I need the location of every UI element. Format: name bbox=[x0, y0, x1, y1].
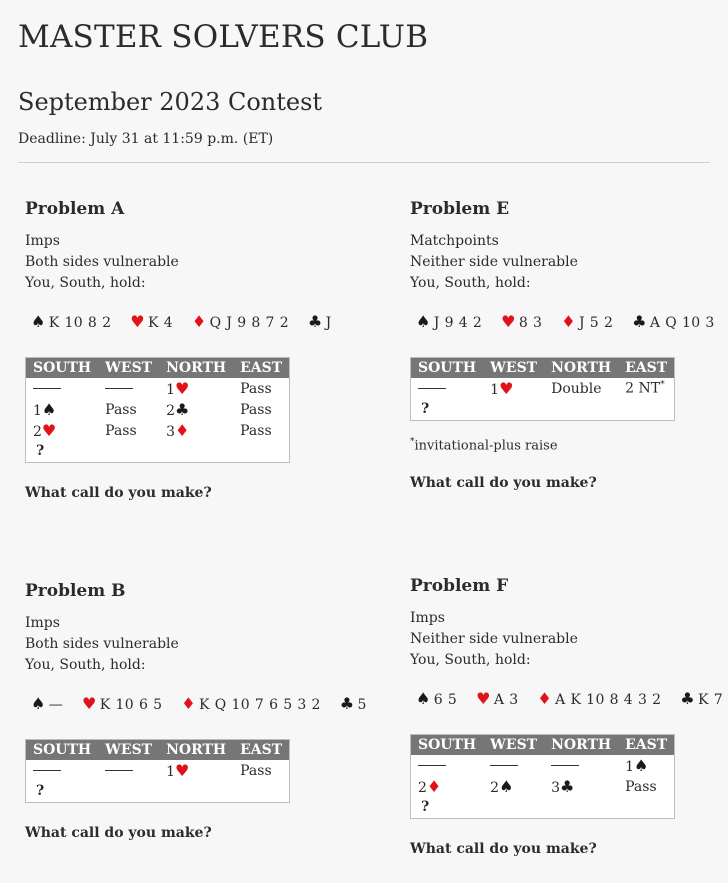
hearts-holding: A 3 bbox=[493, 692, 519, 708]
spade-icon: ♠ bbox=[41, 400, 57, 419]
question-mark: ? bbox=[421, 401, 430, 418]
bid: Pass bbox=[240, 422, 272, 439]
bid: 1♥ bbox=[490, 379, 514, 398]
vulnerability: Neither side vulnerable bbox=[410, 254, 578, 270]
heart-icon: ♥ bbox=[476, 689, 491, 708]
no-bid-dash bbox=[418, 765, 446, 766]
auction-row bbox=[411, 797, 675, 818]
no-bid-dash bbox=[551, 765, 579, 766]
call-question: What call do you make? bbox=[25, 484, 212, 501]
question-mark: ? bbox=[36, 783, 45, 800]
auction-row bbox=[26, 420, 290, 441]
col-north: NORTH bbox=[159, 740, 233, 761]
col-west: WEST bbox=[98, 358, 159, 379]
col-north: NORTH bbox=[544, 358, 618, 379]
spade-icon: ♠ bbox=[416, 312, 431, 331]
spade-icon: ♠ bbox=[31, 694, 46, 713]
call-question: What call do you make? bbox=[410, 474, 597, 491]
scoring: Matchpoints bbox=[410, 233, 499, 249]
clubs-holding: J bbox=[325, 315, 332, 331]
spade-icon: ♠ bbox=[499, 777, 514, 796]
bid: 2♦ bbox=[418, 777, 442, 796]
diamond-icon: ♦ bbox=[561, 312, 576, 331]
club-icon: ♣ bbox=[680, 689, 696, 708]
col-west: WEST bbox=[483, 358, 544, 379]
club-icon: ♣ bbox=[339, 694, 355, 713]
vulnerability: Neither side vulnerable bbox=[410, 631, 578, 647]
hand bbox=[25, 694, 367, 715]
no-bid-dash bbox=[33, 770, 61, 771]
bid: 3♦ bbox=[166, 421, 190, 440]
club-icon: ♣ bbox=[307, 312, 323, 331]
heart-icon: ♥ bbox=[130, 312, 145, 331]
auction-row bbox=[411, 776, 675, 797]
hold-label: You, South, hold: bbox=[25, 657, 146, 673]
heart-icon: ♥ bbox=[82, 694, 97, 713]
spade-icon: ♠ bbox=[416, 689, 431, 708]
auction-row bbox=[26, 781, 290, 802]
bid: Double bbox=[551, 380, 602, 397]
spades-holding: 6 5 bbox=[433, 692, 458, 708]
hold-label: You, South, hold: bbox=[410, 275, 531, 291]
auction-header bbox=[26, 358, 290, 379]
col-west: WEST bbox=[98, 740, 159, 761]
contest-subtitle: September 2023 Contest bbox=[18, 88, 323, 116]
problems-grid bbox=[18, 163, 724, 883]
bid: 2 NT* bbox=[625, 380, 665, 397]
vulnerability: Both sides vulnerable bbox=[25, 636, 179, 652]
diamond-icon: ♦ bbox=[426, 777, 442, 796]
auction-header bbox=[411, 735, 675, 756]
page-title: MASTER SOLVERS CLUB bbox=[18, 19, 429, 55]
heart-icon: ♥ bbox=[499, 379, 514, 398]
diamonds-holding: A K 10 8 4 3 2 bbox=[555, 692, 662, 708]
col-north: NORTH bbox=[544, 735, 618, 756]
spades-holding: J 9 4 2 bbox=[433, 315, 483, 331]
call-question: What call do you make? bbox=[25, 824, 212, 841]
hold-label: You, South, hold: bbox=[410, 652, 531, 668]
bid: 2♠ bbox=[490, 777, 514, 796]
diamonds-holding: Q J 9 8 7 2 bbox=[209, 315, 290, 331]
auction-table bbox=[25, 739, 290, 803]
bid: 1♥ bbox=[166, 379, 190, 398]
clubs-holding: A Q 10 3 bbox=[649, 315, 715, 331]
club-icon: ♣ bbox=[175, 400, 190, 419]
scoring: Imps bbox=[410, 610, 445, 626]
footnote-marker: * bbox=[410, 436, 415, 447]
problem-e bbox=[410, 199, 728, 491]
col-west: WEST bbox=[483, 735, 544, 756]
bid: Pass bbox=[105, 401, 137, 418]
diamond-icon: ♦ bbox=[175, 421, 190, 440]
bid: 2♥ bbox=[33, 421, 57, 440]
auction-row bbox=[411, 755, 675, 776]
diamond-icon: ♦ bbox=[181, 694, 197, 713]
spade-icon: ♠ bbox=[31, 312, 46, 331]
problem-title: Problem F bbox=[410, 576, 509, 596]
bid: Pass bbox=[240, 401, 272, 418]
auction-row bbox=[26, 760, 290, 781]
bid: 2♣ bbox=[166, 400, 190, 419]
auction-row bbox=[411, 378, 675, 399]
bid: 1♠ bbox=[33, 400, 57, 419]
bid: 1♠ bbox=[625, 756, 649, 775]
vulnerability: Both sides vulnerable bbox=[25, 254, 179, 270]
hold-label: You, South, hold: bbox=[25, 275, 146, 291]
diamonds-holding: J 5 2 bbox=[578, 315, 614, 331]
auction-row bbox=[26, 399, 290, 420]
col-south: SOUTH bbox=[411, 358, 484, 379]
spades-holding: — bbox=[48, 697, 64, 713]
auction-table bbox=[410, 357, 675, 421]
club-icon: ♣ bbox=[632, 312, 647, 331]
scoring: Imps bbox=[25, 233, 60, 249]
col-east: EAST bbox=[618, 735, 675, 756]
no-bid-dash bbox=[105, 388, 133, 389]
bid: Pass bbox=[625, 778, 657, 795]
deadline-text: Deadline: July 31 at 11:59 p.m. (ET) bbox=[18, 131, 274, 147]
no-bid-dash bbox=[418, 388, 446, 389]
spades-holding: K 10 8 2 bbox=[48, 315, 112, 331]
footnote: *invitational-plus raise bbox=[410, 436, 558, 453]
auction-table bbox=[25, 357, 290, 463]
clubs-holding: K 7 bbox=[698, 692, 724, 708]
auction-row bbox=[411, 399, 675, 420]
auction-header bbox=[411, 358, 675, 379]
diamond-icon: ♦ bbox=[191, 312, 207, 331]
auction-table bbox=[410, 734, 675, 819]
bid: Pass bbox=[240, 380, 272, 397]
col-south: SOUTH bbox=[26, 740, 99, 761]
club-icon: ♣ bbox=[560, 777, 575, 796]
heart-icon: ♥ bbox=[175, 761, 190, 780]
col-north: NORTH bbox=[159, 358, 233, 379]
bid: 3♣ bbox=[551, 777, 575, 796]
problem-title: Problem B bbox=[25, 581, 126, 601]
heart-icon: ♥ bbox=[175, 379, 190, 398]
col-east: EAST bbox=[233, 358, 290, 379]
problem-title: Problem A bbox=[25, 199, 125, 219]
call-question: What call do you make? bbox=[410, 840, 597, 857]
clubs-holding: 5 bbox=[357, 697, 367, 713]
diamonds-holding: K Q 10 7 6 5 3 2 bbox=[199, 697, 321, 713]
hearts-holding: 8 3 bbox=[518, 315, 543, 331]
scoring: Imps bbox=[25, 615, 60, 631]
heart-icon: ♥ bbox=[501, 312, 516, 331]
problem-title: Problem E bbox=[410, 199, 510, 219]
auction-header bbox=[26, 740, 290, 761]
no-bid-dash bbox=[105, 770, 133, 771]
auction-row bbox=[26, 441, 290, 462]
footnote-marker: * bbox=[660, 380, 665, 391]
col-east: EAST bbox=[618, 358, 675, 379]
hearts-holding: K 4 bbox=[148, 315, 174, 331]
diamond-icon: ♦ bbox=[537, 689, 553, 708]
problem-a bbox=[25, 199, 345, 501]
spade-icon: ♠ bbox=[634, 756, 649, 775]
bid: Pass bbox=[105, 422, 137, 439]
auction-row bbox=[26, 378, 290, 399]
no-bid-dash bbox=[33, 388, 61, 389]
problem-f bbox=[410, 576, 728, 857]
col-south: SOUTH bbox=[411, 735, 484, 756]
problem-b bbox=[25, 581, 367, 841]
hand bbox=[410, 689, 728, 710]
bid: 1♥ bbox=[166, 761, 190, 780]
hearts-holding: K 10 6 5 bbox=[99, 697, 163, 713]
bid: Pass bbox=[240, 762, 272, 779]
col-east: EAST bbox=[233, 740, 290, 761]
question-mark: ? bbox=[36, 443, 45, 460]
heart-icon: ♥ bbox=[41, 421, 57, 440]
hand bbox=[25, 312, 345, 333]
no-bid-dash bbox=[490, 765, 518, 766]
col-south: SOUTH bbox=[26, 358, 99, 379]
question-mark: ? bbox=[421, 799, 430, 816]
hand bbox=[410, 312, 728, 333]
